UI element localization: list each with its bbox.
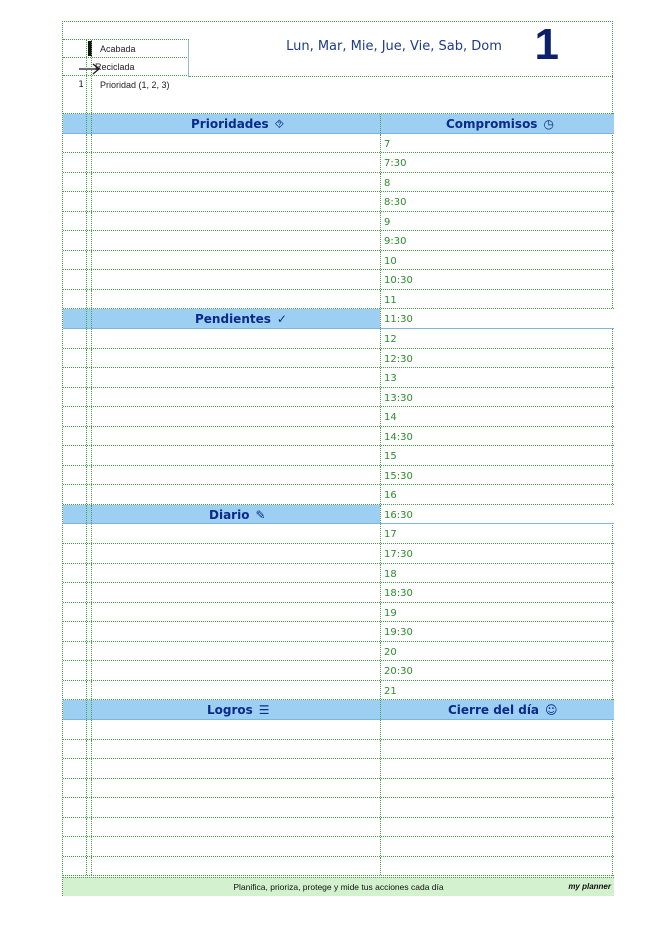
achievement-entry[interactable] [63, 779, 380, 798]
section-header-journal [63, 505, 380, 524]
day-close-entry[interactable] [380, 720, 614, 739]
time-label: 20 [384, 646, 397, 658]
margin-lines [86, 153, 92, 172]
planner-row [63, 485, 614, 505]
time-label: 8 [384, 177, 391, 189]
pending-entry[interactable] [63, 407, 380, 426]
margin-lines [86, 779, 92, 798]
section-title-text: Logros [207, 703, 253, 718]
time-slot[interactable] [380, 290, 614, 309]
planner-row [63, 407, 614, 427]
time-label: 14:30 [384, 431, 413, 443]
day-close-entry[interactable] [380, 818, 614, 837]
planner-row [63, 544, 614, 564]
margin-lines [86, 564, 92, 583]
planner-row [63, 349, 614, 369]
planner-row [63, 153, 614, 173]
time-label: 13 [384, 373, 397, 385]
section-header-row [63, 505, 614, 525]
planner-row [63, 192, 614, 212]
margin-lines [86, 485, 92, 504]
margin-lines [86, 270, 92, 289]
planner-row [63, 661, 614, 681]
time-label: 19 [384, 607, 397, 619]
journal-entry[interactable] [63, 524, 380, 543]
time-slot[interactable] [380, 466, 614, 485]
clock-icon: ◷ [543, 117, 554, 131]
time-label: 12:30 [384, 353, 413, 365]
time-label: 12 [384, 334, 397, 346]
pending-entry[interactable] [63, 446, 380, 465]
planner-row [63, 857, 614, 877]
time-slot[interactable] [380, 349, 614, 368]
planner-row [63, 642, 614, 662]
margin-lines [86, 212, 92, 231]
margin-lines [86, 427, 92, 446]
time-label: 17:30 [384, 549, 413, 561]
time-slot[interactable] [380, 407, 614, 426]
journal-entry[interactable] [63, 583, 380, 602]
time-slot[interactable] [380, 231, 614, 250]
planner-row [63, 818, 614, 838]
margin-lines [86, 700, 92, 719]
section-title-priorities [191, 117, 284, 132]
planner-row [63, 251, 614, 271]
section-title-text: Diario [209, 507, 250, 522]
pending-entry[interactable] [63, 349, 380, 368]
weekday-labels: Lun, Mar, Mie, Jue, Vie, Sab, Dom [286, 39, 502, 54]
legend-row-empty [63, 22, 189, 40]
planner-sheet [62, 21, 613, 896]
pending-entry[interactable] [63, 388, 380, 407]
section-header-priorities [63, 114, 380, 133]
planner-row [63, 134, 614, 154]
priority-entry[interactable] [63, 153, 380, 172]
pencil-icon: ✎ [255, 507, 266, 522]
section-header-row [63, 114, 614, 134]
section-header-achievements [63, 700, 380, 719]
time-slot[interactable] [380, 329, 614, 348]
priority-entry[interactable] [63, 290, 380, 309]
day-close-entry[interactable] [380, 837, 614, 856]
margin-lines [86, 759, 92, 778]
day-close-entry[interactable] [380, 759, 614, 778]
journal-entry[interactable] [63, 681, 380, 700]
priority-entry[interactable] [63, 251, 380, 270]
planner-row [63, 583, 614, 603]
planner-row [63, 446, 614, 466]
time-slot[interactable] [380, 661, 614, 680]
footer [63, 877, 614, 896]
margin-lines [86, 349, 92, 368]
margin-lines [86, 720, 92, 739]
time-label: 20:30 [384, 666, 413, 678]
legend-row-done [63, 40, 189, 58]
time-slot[interactable] [380, 603, 614, 622]
planner-row [63, 564, 614, 584]
planner-row [63, 388, 614, 408]
time-slot[interactable] [380, 642, 614, 661]
pending-entry[interactable] [63, 329, 380, 348]
planner-row [63, 466, 614, 486]
margin-lines [86, 114, 92, 133]
day-number: 1 [534, 20, 559, 69]
time-slot[interactable] [380, 388, 614, 407]
margin-lines [86, 446, 92, 465]
time-slot[interactable] [380, 681, 614, 700]
time-label: 9 [384, 216, 391, 228]
document-icon: ☰ [258, 703, 270, 718]
time-label: 16 [384, 490, 397, 502]
section-header-day_close [380, 700, 614, 719]
time-label: 14 [384, 412, 397, 424]
legend-priority-number: 1 [78, 80, 84, 90]
achievement-entry[interactable] [63, 720, 380, 739]
journal-entry[interactable] [63, 603, 380, 622]
margin-lines [86, 309, 92, 328]
section-title-journal [209, 508, 266, 522]
time-slot[interactable] [380, 212, 614, 231]
time-slot[interactable] [380, 524, 614, 543]
margin-lines [86, 603, 92, 622]
planner-row [63, 779, 614, 799]
time-slot[interactable] [380, 485, 614, 504]
planner-row [63, 759, 614, 779]
planner-row [63, 740, 614, 760]
section-title-achievements [207, 703, 270, 717]
time-label: 13:30 [384, 392, 413, 404]
planner-row [63, 329, 614, 349]
margin-lines [86, 407, 92, 426]
margin-lines [86, 818, 92, 837]
time-slot[interactable] [380, 309, 614, 328]
margin-lines [86, 134, 92, 153]
journal-entry[interactable] [63, 564, 380, 583]
time-label: 16:30 [384, 509, 413, 521]
priority-entry[interactable] [63, 270, 380, 289]
margin-lines [86, 740, 92, 759]
time-slot[interactable] [380, 270, 614, 289]
planner-row [63, 290, 614, 310]
time-slot[interactable] [380, 505, 614, 524]
journal-entry[interactable] [63, 544, 380, 563]
margin-lines [86, 368, 92, 387]
time-label: 9:30 [384, 236, 407, 248]
planner-grid [63, 114, 614, 876]
planner-row [63, 173, 614, 193]
margin-lines [86, 798, 92, 817]
achievement-entry[interactable] [63, 818, 380, 837]
achievement-entry[interactable] [63, 798, 380, 817]
time-label: 21 [384, 685, 397, 697]
margin-lines [86, 231, 92, 250]
section-header-pending [63, 309, 380, 328]
priority-entry[interactable] [63, 134, 380, 153]
margin-lines [86, 524, 92, 543]
time-label: 8:30 [384, 197, 407, 209]
time-slot[interactable] [380, 134, 614, 153]
section-title-day_close [448, 703, 558, 717]
section-header-row [63, 309, 614, 329]
journal-entry[interactable] [63, 622, 380, 641]
time-slot[interactable] [380, 564, 614, 583]
margin-lines [86, 251, 92, 270]
margin-lines [86, 837, 92, 856]
section-title-text: Pendientes [195, 312, 271, 327]
pending-entry[interactable] [63, 427, 380, 446]
time-label: 15 [384, 451, 397, 463]
time-label: 19:30 [384, 627, 413, 639]
planner-row [63, 270, 614, 290]
section-title-commitments [446, 117, 554, 131]
time-slot[interactable] [380, 446, 614, 465]
time-label: 10:30 [384, 275, 413, 287]
section-title-pending [195, 312, 287, 326]
priority-entry[interactable] [63, 192, 380, 211]
footer-brand-logo: my planner [568, 882, 611, 891]
pending-entry[interactable] [63, 485, 380, 504]
day-close-entry[interactable] [380, 798, 614, 817]
margin-lines [86, 466, 92, 485]
margin-lines [86, 505, 92, 524]
section-header-row [63, 700, 614, 720]
achievement-entry[interactable] [63, 740, 380, 759]
margin-lines [86, 857, 92, 876]
achievement-entry[interactable] [63, 837, 380, 856]
smiley-icon: ☺ [545, 703, 558, 718]
margin-lines [86, 544, 92, 563]
achievement-entry[interactable] [63, 857, 380, 876]
time-label: 15:30 [384, 470, 413, 482]
planner-row [63, 720, 614, 740]
footer-slogan: Planifica, prioriza, protege y mide tus acciones cada día [233, 882, 444, 892]
time-label: 17 [384, 529, 397, 541]
planner-row [63, 231, 614, 251]
journal-entry[interactable] [63, 642, 380, 661]
margin-lines [86, 622, 92, 641]
header-notes-row [63, 77, 614, 114]
pending-entry[interactable] [63, 368, 380, 387]
journal-entry[interactable] [63, 661, 380, 680]
time-label: 10 [384, 255, 397, 267]
time-slot[interactable] [380, 544, 614, 563]
planner-row [63, 212, 614, 232]
legend-priority-label: Prioridad (1, 2, 3) [100, 80, 170, 90]
time-slot[interactable] [380, 368, 614, 387]
section-title-text: Compromisos [446, 117, 538, 131]
planner-row [63, 622, 614, 642]
header-days-box [189, 22, 613, 77]
planner-row [63, 524, 614, 544]
day-close-entry[interactable] [380, 779, 614, 798]
margin-lines [86, 290, 92, 309]
priority-entry[interactable] [63, 231, 380, 250]
pending-entry[interactable] [63, 466, 380, 485]
diamond-dot-icon: ⯑ [274, 117, 285, 131]
margin-lines [86, 642, 92, 661]
achievement-entry[interactable] [63, 759, 380, 778]
margin-lines [86, 583, 92, 602]
planner-row [63, 603, 614, 623]
priority-entry[interactable] [63, 173, 380, 192]
time-slot[interactable] [380, 251, 614, 270]
planner-row [63, 681, 614, 701]
time-label: 11 [384, 294, 397, 306]
planner-row [63, 837, 614, 857]
margin-lines [86, 661, 92, 680]
time-label: 7:30 [384, 158, 407, 170]
planner-row [63, 798, 614, 818]
margin-lines [86, 192, 92, 211]
section-header-commitments [380, 114, 614, 133]
time-label: 18:30 [384, 588, 413, 600]
time-label: 11:30 [384, 314, 413, 326]
margin-lines [86, 388, 92, 407]
time-slot[interactable] [380, 622, 614, 641]
margin-lines [86, 681, 92, 700]
time-slot[interactable] [380, 427, 614, 446]
planner-row [63, 427, 614, 447]
time-label: 18 [384, 568, 397, 580]
day-close-entry[interactable] [380, 857, 614, 876]
time-label: 7 [384, 138, 391, 150]
planner-row [63, 368, 614, 388]
legend-recycled-label: Reciclada [95, 62, 135, 72]
header-divider [188, 40, 189, 77]
time-slot[interactable] [380, 192, 614, 211]
day-close-entry[interactable] [380, 740, 614, 759]
time-slot[interactable] [380, 583, 614, 602]
time-slot[interactable] [380, 153, 614, 172]
time-slot[interactable] [380, 173, 614, 192]
margin-lines [86, 173, 92, 192]
section-title-text: Cierre del día [448, 703, 540, 718]
legend-done-label: Acabada [100, 44, 136, 54]
section-title-text: Prioridades [191, 117, 269, 131]
checkmark-icon: ✓ [276, 312, 287, 327]
priority-entry[interactable] [63, 212, 380, 231]
margin-lines [86, 329, 92, 348]
